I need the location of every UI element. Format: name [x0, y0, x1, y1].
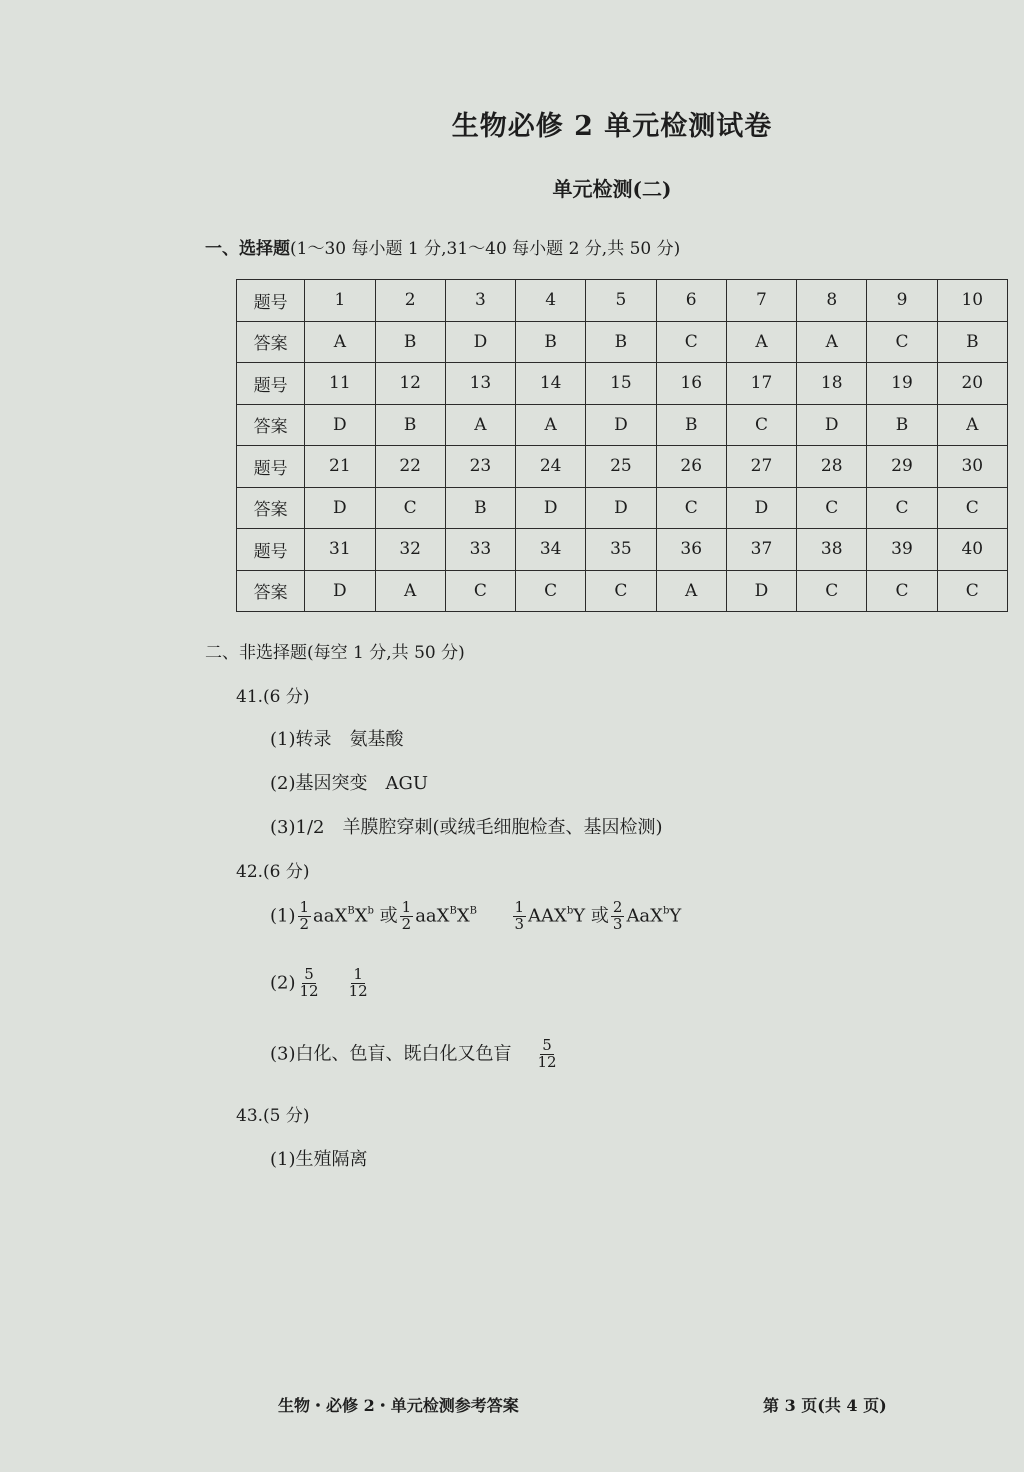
- answer-cell: D: [586, 487, 656, 529]
- row-label: 答案: [237, 321, 305, 363]
- question-number-cell: 32: [375, 529, 445, 571]
- question-number-cell: 4: [516, 280, 586, 322]
- answer-cell: C: [656, 321, 726, 363]
- question-number-cell: 7: [726, 280, 796, 322]
- row-label: 题号: [237, 363, 305, 405]
- question-number-cell: 34: [516, 529, 586, 571]
- question-number-cell: 3: [445, 280, 515, 322]
- question-number-cell: 28: [797, 446, 867, 488]
- question-number-cell: 29: [867, 446, 937, 488]
- answer-cell: D: [726, 570, 796, 612]
- answer-cell: D: [305, 487, 375, 529]
- answer-cell: D: [305, 570, 375, 612]
- fraction: $\frac{2}{3}$: [612, 898, 623, 933]
- table-row-answers: [237, 570, 1008, 612]
- question-number-cell: 17: [726, 363, 796, 405]
- question-number-cell: 18: [797, 363, 867, 405]
- row-label: 题号: [237, 529, 305, 571]
- question-number-cell: 6: [656, 280, 726, 322]
- q41-answer-1: (1)转录 氨基酸: [270, 729, 404, 750]
- page-subtitle: 单元检测(二): [552, 177, 672, 201]
- footer-page-number: 第 3 页(共 4 页): [763, 1396, 887, 1415]
- question-number-cell: 11: [305, 363, 375, 405]
- answer-cell: B: [656, 404, 726, 446]
- section-open-heading: 二、非选择题(每空 1 分,共 50 分): [205, 643, 465, 663]
- answer-cell: C: [867, 321, 937, 363]
- fraction: $\frac{1}{12}$: [348, 965, 368, 1000]
- question-number-cell: 22: [375, 446, 445, 488]
- fraction: $\frac{5}{12}$: [299, 965, 319, 1000]
- answer-cell: A: [516, 404, 586, 446]
- answer-cell: C: [375, 487, 445, 529]
- answer-cell: A: [726, 321, 796, 363]
- question-number-cell: 35: [586, 529, 656, 571]
- question-number-cell: 15: [586, 363, 656, 405]
- table-row-numbers: [237, 280, 1008, 322]
- q41-header: 41.(6 分): [236, 687, 310, 707]
- question-number-cell: 2: [375, 280, 445, 322]
- question-number-cell: 19: [867, 363, 937, 405]
- q41-answer-2: (2)基因突变 AGU: [270, 773, 429, 794]
- question-number-cell: 36: [656, 529, 726, 571]
- question-number-cell: 30: [937, 446, 1007, 488]
- question-number-cell: 14: [516, 363, 586, 405]
- answer-cell: C: [516, 570, 586, 612]
- answer-cell: C: [937, 570, 1007, 612]
- answer-cell: B: [937, 321, 1007, 363]
- answer-cell: C: [867, 487, 937, 529]
- page-title: 生物必修 2 单元检测试卷: [451, 111, 773, 142]
- question-number-cell: 38: [797, 529, 867, 571]
- fraction: $\frac{1}{2}$: [299, 898, 310, 933]
- q43-header: 43.(5 分): [236, 1106, 310, 1126]
- question-number-cell: 21: [305, 446, 375, 488]
- answer-cell: B: [445, 487, 515, 529]
- fraction: $\frac{5}{12}$: [537, 1036, 557, 1071]
- answer-cell: A: [797, 321, 867, 363]
- answer-cell: C: [937, 487, 1007, 529]
- answer-cell: A: [937, 404, 1007, 446]
- question-number-cell: 10: [937, 280, 1007, 322]
- answer-cell: B: [867, 404, 937, 446]
- q42-answer-2: (2) $\frac{5}{12}$ $\frac{1}{12}$: [270, 965, 368, 1000]
- answer-cell: C: [867, 570, 937, 612]
- question-number-cell: 9: [867, 280, 937, 322]
- q42-header: 42.(6 分): [236, 862, 310, 882]
- question-number-cell: 27: [726, 446, 796, 488]
- table-row-answers: [237, 321, 1008, 363]
- answer-cell: A: [656, 570, 726, 612]
- section-label: 一、选择题: [205, 239, 290, 259]
- section-note: (1～30 每小题 1 分,31～40 每小题 2 分,共 50 分): [290, 239, 681, 259]
- question-number-cell: 12: [375, 363, 445, 405]
- fraction: $\frac{1}{3}$: [514, 898, 525, 933]
- answer-cell: D: [586, 404, 656, 446]
- question-number-cell: 1: [305, 280, 375, 322]
- answer-cell: C: [797, 570, 867, 612]
- table-row-numbers: [237, 446, 1008, 488]
- q42-answer-1: (1) $\frac{1}{2}$ $aaX^BX^b$ 或 $\frac{1}{2}$ $aaX^BX^B$ $\frac{1}{3}$ AAX$^b$Y 或 $\frac{2}{3}$ AaX$^b$Y: [270, 898, 682, 933]
- answer-table: [236, 279, 1008, 612]
- question-number-cell: 33: [445, 529, 515, 571]
- row-label: 答案: [237, 404, 305, 446]
- question-number-cell: 31: [305, 529, 375, 571]
- row-label: 题号: [237, 446, 305, 488]
- row-label: 答案: [237, 487, 305, 529]
- question-number-cell: 40: [937, 529, 1007, 571]
- answer-cell: D: [445, 321, 515, 363]
- fraction: $\frac{1}{2}$: [401, 898, 412, 933]
- answer-cell: A: [445, 404, 515, 446]
- footer-title: 生物・必修 2・单元检测参考答案: [278, 1396, 519, 1415]
- answer-cell: A: [375, 570, 445, 612]
- table-row-numbers: [237, 529, 1008, 571]
- q43-answer-1: (1)生殖隔离: [270, 1149, 368, 1170]
- row-label: 题号: [237, 280, 305, 322]
- section-multiple-choice-heading: [205, 234, 680, 259]
- answer-cell: B: [375, 404, 445, 446]
- answer-cell: B: [375, 321, 445, 363]
- answer-cell: C: [726, 404, 796, 446]
- answer-cell: D: [726, 487, 796, 529]
- answer-cell: C: [656, 487, 726, 529]
- answer-cell: D: [516, 487, 586, 529]
- answer-cell: D: [305, 404, 375, 446]
- answer-cell: B: [516, 321, 586, 363]
- question-number-cell: 26: [656, 446, 726, 488]
- question-number-cell: 20: [937, 363, 1007, 405]
- question-number-cell: 5: [586, 280, 656, 322]
- answer-cell: C: [797, 487, 867, 529]
- answer-cell: B: [586, 321, 656, 363]
- q42-answer-3: (3)白化、色盲、既白化又色盲 $\frac{5}{12}$: [270, 1036, 557, 1071]
- row-label: 答案: [237, 570, 305, 612]
- question-number-cell: 8: [797, 280, 867, 322]
- q41-answer-3: (3)1/2 羊膜腔穿刺(或绒毛细胞检查、基因检测): [270, 817, 663, 838]
- question-number-cell: 25: [586, 446, 656, 488]
- table-row-answers: [237, 404, 1008, 446]
- question-number-cell: 13: [445, 363, 515, 405]
- answer-cell: C: [445, 570, 515, 612]
- question-number-cell: 16: [656, 363, 726, 405]
- answer-cell: C: [586, 570, 656, 612]
- question-number-cell: 23: [445, 446, 515, 488]
- question-number-cell: 24: [516, 446, 586, 488]
- answer-cell: A: [305, 321, 375, 363]
- question-number-cell: 37: [726, 529, 796, 571]
- answer-cell: D: [797, 404, 867, 446]
- question-number-cell: 39: [867, 529, 937, 571]
- table-row-answers: [237, 487, 1008, 529]
- table-row-numbers: [237, 363, 1008, 405]
